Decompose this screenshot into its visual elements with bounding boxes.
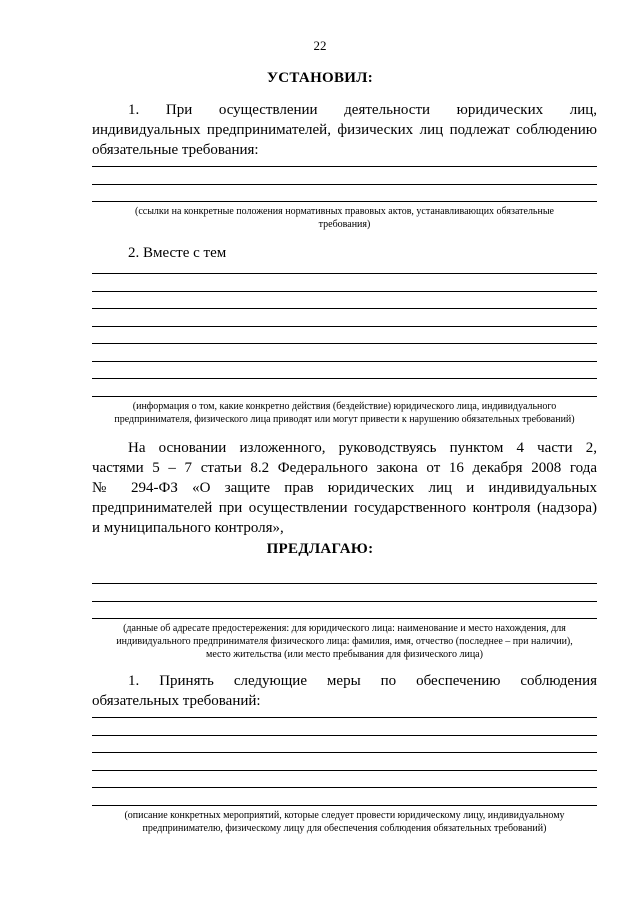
paragraph-1 [92,100,597,160]
paragraph-4-line: обязательных требований: [92,693,261,709]
fill-line [92,583,597,584]
caption-line: место жительства (или место пребывания для физического лица) [206,649,483,660]
paragraph-1-line: индивидуальных предпринимателей, физических лиц подлежат соблюдению [92,122,597,138]
fill-line [92,378,597,379]
paragraph-3 [92,438,597,538]
heading-established: УСТАНОВИЛ: [266,70,374,86]
fill-line [92,601,597,602]
caption-line: предпринимателю, физическому лицу для обеспечения соблюдения обязательных требований) [142,823,547,834]
paragraph-4-line: 1. Принять следующие меры по обеспечению соблюдения [128,673,597,689]
paragraph-1-line: обязательные требования: [92,142,259,158]
heading-propose: ПРЕДЛАГАЮ: [266,541,374,557]
caption-line: предпринимателя, физического лица приводят или могут привести к нарушению обязательных требований) [114,414,575,425]
fill-line [92,184,597,185]
fill-line [92,308,597,309]
fill-line [92,396,597,397]
caption-line: требования) [318,219,371,230]
fill-line [92,805,597,806]
page-number: 22 [313,38,327,53]
fill-line [92,291,597,292]
caption-line: (описание конкретных мероприятий, которые следует провести юридическому лицу, индивидуальному [124,810,565,821]
fill-line [92,752,597,753]
fill-line [92,166,597,167]
fill-line [92,343,597,344]
caption-line: (информация о том, какие конкретно действия (бездействие) юридического лица, индивидуального [132,401,557,412]
paragraph-3-line: № 294-ФЗ «О защите прав юридических лиц и индивидуальных [92,480,597,496]
fill-line [92,787,597,788]
fill-line [92,770,597,771]
fill-line [92,361,597,362]
paragraph-2-line: 2. Вместе с тем [128,245,227,261]
paragraph-1-line: 1. При осуществлении деятельности юридических лиц, [128,102,597,118]
caption-line: индивидуального предпринимателя физического лица: фамилия, имя, отчество (последнее – при наличии), [116,636,573,647]
paragraph-3-line: На основании изложенного, руководствуясь пунктом 4 части 2, [128,440,597,456]
paragraph-4 [92,671,597,711]
fill-line [92,326,597,327]
caption-requirements [92,205,597,231]
paragraph-2 [92,243,597,263]
caption-line: (ссылки на конкретные положения нормативных правовых актов, устанавливающих обязательные [134,206,554,217]
caption-addressee [92,622,597,661]
fill-line [92,201,597,202]
fill-line [92,717,597,718]
paragraph-3-line: предпринимателей при осуществлении государственного контроля (надзора) [92,500,597,516]
caption-line: (данные об адресате предостережения: для юридического лица: наименование и место нахождения, для [123,623,566,634]
caption-measures [92,809,597,835]
fill-line [92,735,597,736]
fill-line [92,273,597,274]
paragraph-3-line: и муниципального контроля», [92,520,284,536]
paragraph-3-line: частями 5 – 7 статьи 8.2 Федерального закона от 16 декабря 2008 года [92,460,597,476]
caption-violations [92,400,597,426]
fill-line [92,618,597,619]
